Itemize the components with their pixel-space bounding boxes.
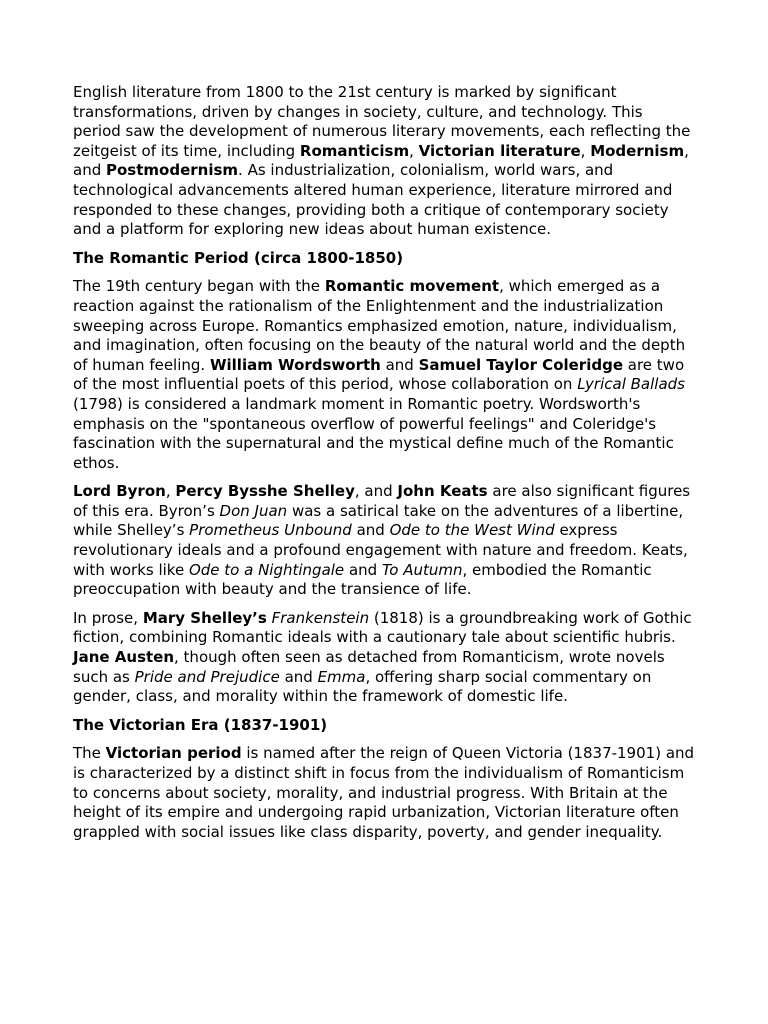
bold-text: William Wordsworth <box>209 355 381 374</box>
romantic-movement-paragraph <box>73 277 695 473</box>
victorian-period-paragraph <box>73 744 695 842</box>
text-run: The Romantic Period (circa 1800-1850) <box>73 248 404 267</box>
text-run: , <box>409 141 419 160</box>
italic-title: Frankenstein <box>271 608 370 627</box>
text-run: , and <box>73 141 689 180</box>
text-run: The 19th century began with the <box>73 277 325 296</box>
text-run: are two of the most influential poets of this period, whose collaboration on <box>73 355 685 394</box>
text-run: are also significant figures of this era. Byron’s <box>73 482 691 520</box>
second-generation-poets-paragraph <box>73 482 695 600</box>
text-run: and <box>351 521 390 540</box>
italic-title: Emma <box>317 667 366 686</box>
bold-text: Samuel Taylor Coleridge <box>418 355 623 374</box>
italic-title: Pride and Prejudice <box>134 667 280 686</box>
text-run: express revolutionary ideals and a profound engagement with nature and freedom. Keats, with works like <box>73 521 688 579</box>
text-run: and <box>380 355 419 374</box>
text-run: is named after the reign of Queen Victoria (1837-1901) and is characterized by a distinct shift in focus from the individualism of Romanticism to concerns about society, morality, and industrial progress. With Britain at the height of its empire and undergoing rapid urbanization, Victorian literature often grappled with social issues like class disparity, poverty, and gender inequality. <box>73 744 695 841</box>
text-run: , embodied the Romantic preoccupation with beauty and the transience of life. <box>73 560 652 599</box>
text-run: and <box>279 667 318 686</box>
text-run: The Victorian Era (1837-1901) <box>73 715 328 734</box>
italic-title: Ode to a Nightingale <box>188 560 345 579</box>
bold-text: Lord Byron <box>73 482 166 501</box>
italic-title: To Autumn <box>381 560 463 579</box>
text-run: , offering sharp social commentary on gender, class, and morality within the framework of domestic life. <box>73 667 652 706</box>
text-run: , though often seen as detached from Romanticism, wrote novels such as <box>73 648 665 686</box>
heading-victorian-era <box>73 716 695 736</box>
heading-romantic-period <box>73 249 695 269</box>
bold-text: Jane Austen <box>73 648 175 667</box>
text-run: The <box>73 744 106 763</box>
romantic-prose-paragraph <box>73 609 695 707</box>
bold-text: Percy Bysshe Shelley <box>175 482 355 501</box>
bold-text: Modernism <box>590 141 685 160</box>
bold-text: Victorian period <box>105 744 242 763</box>
text-run: was a satirical take on the adventures of a libertine, while Shelley’s <box>73 501 684 540</box>
text-run: , and <box>354 482 398 501</box>
text-run: English literature from 1800 to the 21st century is marked by significant transformations, driven by changes in society, culture, and technology. This period saw the development of numerous literary movements, each reflecting the zeitgeist of its time, including <box>73 83 691 160</box>
text-run: (1798) is considered a landmark moment in Romantic poetry. Wordsworth's emphasis on the "spontaneous overflow of powerful feelings" and Coleridge's fascination with the supernatural and the mystical define much of the Romantic ethos. <box>73 394 674 472</box>
document-body <box>73 83 695 842</box>
text-run: and <box>344 560 382 579</box>
bold-text: Victorian literature <box>418 141 581 160</box>
italic-title: Don Juan <box>219 501 288 520</box>
text-run: , <box>580 141 591 160</box>
text-run: , which emerged as a reaction against the rationalism of the Enlightenment and the industrialization sweeping across Europe. Romantics emphasized emotion, nature, individualism, and imagination, often focusing on the beauty of the natural world and the depth of human feeling. <box>73 277 686 374</box>
bold-text: Romantic movement <box>324 277 500 296</box>
intro-paragraph <box>73 83 695 240</box>
text-run: (1818) is a groundbreaking work of Gothic fiction, combining Romantic ideals with a cautionary tale about scientific hubris. <box>73 608 692 647</box>
text-run: . As industrialization, colonialism, world wars, and technological advancements altered human experience, literature mirrored and responded to these changes, providing both a critique of contemporary society and a platform for exploring new ideas about human existence. <box>73 161 673 239</box>
italic-title: Ode to the West Wind <box>389 521 555 540</box>
bold-text: Postmodernism <box>106 161 239 180</box>
bold-text: Mary Shelley’s <box>142 608 267 627</box>
italic-title: Lyrical Ballads <box>577 375 685 394</box>
document-page <box>73 83 695 851</box>
bold-text: Romanticism <box>299 141 410 160</box>
text-run: , <box>165 482 176 501</box>
text-run: In prose, <box>73 608 143 627</box>
italic-title: Prometheus Unbound <box>189 521 352 540</box>
bold-text: John Keats <box>397 482 488 501</box>
